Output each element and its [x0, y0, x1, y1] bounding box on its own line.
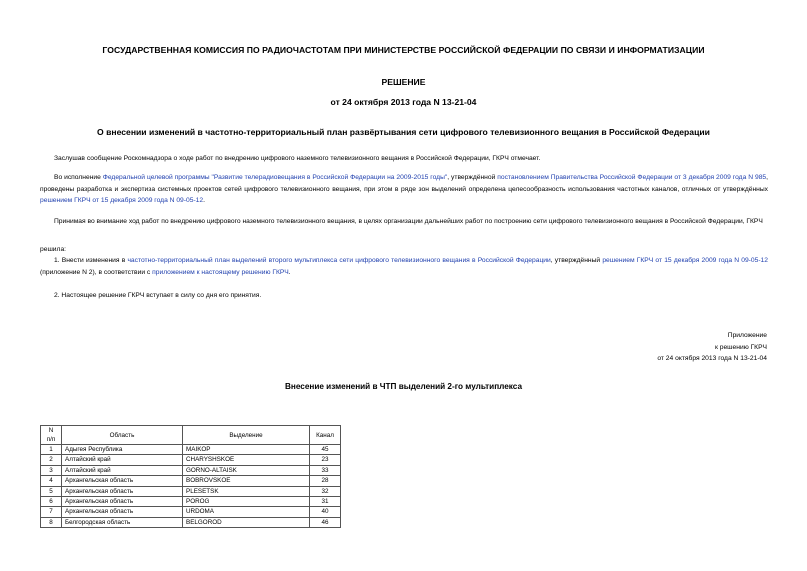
- cell-channel: 23: [310, 455, 341, 465]
- cell-region: Архангельская область: [62, 476, 183, 486]
- frequency-plan-link[interactable]: частотно-территориальный план выделений второго мультиплекса сети цифрового телевизионного вещания в Российской Федерации: [127, 257, 551, 264]
- appendix-line-2: к решению ГКРЧ: [714, 343, 767, 351]
- organization-title: ГОСУДАРСТВЕННАЯ КОМИССИЯ ПО РАДИОЧАСТОТАМ ПРИ МИНИСТЕРСТВЕ РОССИЙСКОЙ ФЕДЕРАЦИИ ПО СВЯЗИ И ИНФОРМАТИЗАЦИИ: [102, 45, 705, 55]
- paragraph-2-text-c: , проведены разработка и экспертиза системных проектов сетей цифрового телевизионного вещания, при этом в ряде зон выделений определена целесообразность использования частотных каналов, отличных от утверждённых: [40, 174, 768, 193]
- cell-number: 8: [41, 517, 62, 527]
- paragraph-2-text-a: Во исполнение: [54, 174, 103, 181]
- appendix-line-1: Приложение: [727, 332, 767, 339]
- paragraph-2-text-b: , утверждённой: [447, 174, 498, 181]
- cell-selection: POROG: [183, 497, 310, 507]
- cell-channel: 46: [310, 517, 341, 527]
- cell-number: 5: [41, 486, 62, 496]
- cell-region: Архангельская область: [62, 486, 183, 496]
- allocation-table: [40, 425, 341, 528]
- item-1-text-d: .: [288, 268, 291, 276]
- appendix-link[interactable]: приложением к настоящему решению ГКРЧ: [152, 268, 289, 276]
- paragraph-3: Принимая во внимание ход работ по внедрению цифрового наземного телевизионного вещания, в целях организации дальнейших работ по построению сети цифрового телевизионного вещания в Российской Федерации, ГКРЧ: [54, 218, 763, 225]
- cell-number: 6: [41, 497, 62, 507]
- table-row: [41, 465, 341, 475]
- cell-channel: 45: [310, 445, 341, 455]
- table-row: [41, 445, 341, 455]
- table-body: [41, 445, 341, 528]
- header-number-line-2: п/п: [46, 436, 56, 443]
- cell-selection: GORNO-ALTAISK: [183, 465, 310, 475]
- paragraph-item-1: [40, 255, 768, 278]
- item-1-text-c: (приложение N 2), в соответствии с: [40, 268, 153, 276]
- item-1-text-b: , утверждённый: [550, 257, 603, 264]
- cell-region: Алтайский край: [62, 465, 183, 475]
- item-1-text-a: 1. Внести изменения в: [54, 257, 128, 264]
- document-date-number: от 24 октября 2013 года N 13-21-04: [330, 97, 477, 107]
- document-subject: О внесении изменений в частотно-территориальный план развёртывания сети цифрового телевизионного вещания в Российской Федерации: [97, 127, 710, 137]
- gkrch-decision-link[interactable]: решением ГКРЧ от 15 декабря 2009 года N 09-05-12: [40, 197, 204, 204]
- federal-program-link[interactable]: Федеральной целевой программы "Развитие телерадиовещания в Российской Федерации на 2009-2015 годы": [102, 174, 448, 181]
- cell-region: Архангельская область: [62, 507, 183, 517]
- cell-selection: BOBROVSKOE: [183, 476, 310, 486]
- cell-region: Архангельская область: [62, 497, 183, 507]
- table-row: [41, 476, 341, 486]
- cell-number: 2: [41, 455, 62, 465]
- cell-region: Адыгея Республика: [62, 445, 183, 455]
- decided-label: решила:: [40, 246, 67, 253]
- table-row: [41, 507, 341, 517]
- cell-channel: 33: [310, 465, 341, 475]
- cell-number: 4: [41, 476, 62, 486]
- table-title: Внесение изменений в ЧТП выделений 2-го мультиплекса: [284, 382, 523, 391]
- cell-channel: 31: [310, 497, 341, 507]
- gkrch-decision-link-2[interactable]: решением ГКРЧ от 15 декабря 2009 года N 09-05-12: [602, 257, 768, 264]
- cell-selection: URDOMA: [183, 507, 310, 517]
- cell-region: Белгородская область: [62, 517, 183, 527]
- cell-channel: 32: [310, 486, 341, 496]
- appendix-line-3: от 24 октября 2013 года N 13-21-04: [657, 355, 767, 362]
- header-region: Область: [62, 426, 183, 445]
- appendix-reference: [657, 330, 767, 365]
- header-selection: Выделение: [183, 426, 310, 445]
- cell-selection: CHARYSHSKOE: [183, 455, 310, 465]
- paragraph-item-2: 2. Настоящее решение ГКРЧ вступает в силу со дня его принятия.: [54, 292, 262, 299]
- paragraph-1: Заслушав сообщение Роскомнадзора о ходе работ по внедрению цифрового наземного телевизионного вещания в Российской Федерации, ГКРЧ отмечает.: [54, 155, 541, 162]
- table-header-row: [41, 426, 341, 445]
- table-row: [41, 517, 341, 527]
- table-row: [41, 455, 341, 465]
- header-number-line-1: N: [48, 427, 54, 434]
- cell-number: 7: [41, 507, 62, 517]
- government-decree-link[interactable]: постановлением Правительства Российской Федерации от 3 декабря 2009 года N 985: [497, 174, 767, 181]
- cell-selection: MAIKOP: [183, 445, 310, 455]
- cell-number: 1: [41, 445, 62, 455]
- cell-region: Алтайский край: [62, 455, 183, 465]
- cell-selection: BELGOROD: [183, 517, 310, 527]
- paragraph-2: [40, 172, 768, 207]
- cell-number: 3: [41, 465, 62, 475]
- header-channel: Канал: [310, 426, 341, 445]
- paragraph-2-text-d: .: [203, 197, 205, 204]
- cell-channel: 40: [310, 507, 341, 517]
- document-type: РЕШЕНИЕ: [381, 77, 426, 87]
- cell-selection: PLESETSK: [183, 486, 310, 496]
- cell-channel: 28: [310, 476, 341, 486]
- header-number: [41, 426, 62, 445]
- table-row: [41, 497, 341, 507]
- table-row: [41, 486, 341, 496]
